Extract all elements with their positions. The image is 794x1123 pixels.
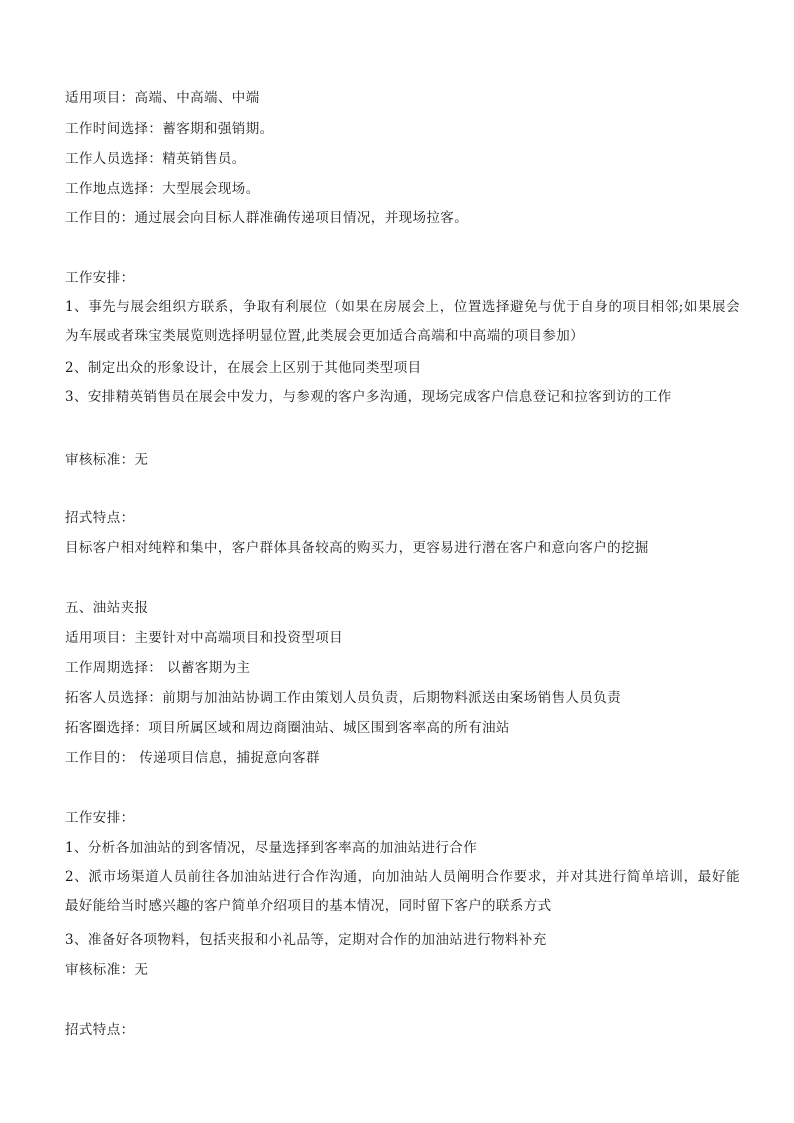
- block4-goal: 工作目的： 传递项目信息，捕捉意向客群: [65, 750, 320, 766]
- block5-item3: 3、准备好各项物料，包括夹报和小礼品等，定期对合作的加油站进行物料补充: [65, 932, 547, 948]
- block5-item1: 1、分析各加油站的到客情况，尽量选择到客率高的加油站进行合作: [65, 840, 478, 856]
- block1-staff: 工作人员选择：精英销售员。: [65, 151, 246, 167]
- block4-applicable: 适用项目：主要针对中高端项目和投资型项目: [65, 630, 343, 646]
- block1-applicable: 适用项目：高端、中高端、中端: [65, 90, 260, 106]
- block2-item1: 1、事先与展会组织方联系，争取有利展位（如果在房展会上，位置选择避免与优于自身的项目相邻;如果展会为车展或者珠宝类展览则选择明显位置,此类展会更加适合高端和中高端的项目参加）: [65, 299, 740, 344]
- block5-review: 审核标准：无: [65, 962, 149, 978]
- block2-item3: 3、安排精英销售员在展会中发力，与参观的客户多沟通，现场完成客户信息登记和拉客到访的工作: [65, 389, 672, 405]
- block4-period: 工作周期选择： 以蓄客期为主: [65, 660, 251, 676]
- block2-item2: 2、制定出众的形象设计，在展会上区别于其他同类型项目: [65, 360, 422, 376]
- block4-scope: 拓客圈选择：项目所属区域和周边商圈油站、城区围到客率高的所有油站: [65, 720, 510, 736]
- block4-staff: 拓客人员选择：前期与加油站协调工作由策划人员负责，后期物料派送由案场销售人员负责: [65, 690, 621, 706]
- block6-heading: 招式特点：: [65, 1022, 135, 1038]
- block5-item2: 2、派市场渠道人员前往各加油站进行合作沟通，向加油站人员阐明合作要求，并对其进行简单培训，最好能最好能给当时感兴趣的客户简单介绍项目的基本情况，同时留下客户的联系方式: [65, 869, 740, 914]
- section-title: 五、油站夹报: [65, 600, 149, 616]
- block3-heading: 招式特点：: [65, 510, 135, 526]
- block2-heading: 工作安排：: [65, 270, 135, 286]
- block1-goal: 工作目的：通过展会向目标人群准确传递项目情况，并现场拉客。: [65, 210, 469, 226]
- block1-location: 工作地点选择：大型展会现场。: [65, 181, 260, 197]
- block1-time: 工作时间选择：蓄客期和强销期。: [65, 121, 274, 137]
- block5-heading: 工作安排：: [65, 810, 135, 826]
- block3-text: 目标客户相对纯粹和集中，客户群体具备较高的购买力，更容易进行潜在客户和意向客户的挖掘: [65, 540, 649, 556]
- block2-review: 审核标准：无: [65, 452, 149, 468]
